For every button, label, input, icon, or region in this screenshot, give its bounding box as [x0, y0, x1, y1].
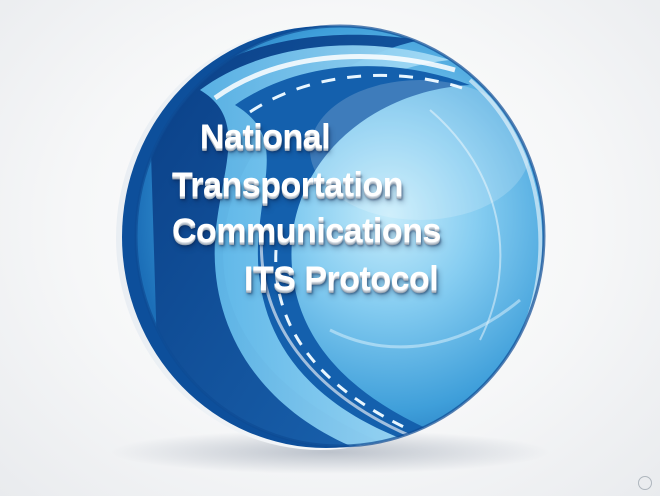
title-line-its-protocol: ITS Protocol	[244, 260, 439, 298]
title-line-communications: Communications	[172, 212, 441, 250]
title-line-transportation: Transportation	[172, 166, 404, 204]
sparkle-icon	[638, 476, 652, 490]
title-line-national: National	[200, 118, 331, 156]
